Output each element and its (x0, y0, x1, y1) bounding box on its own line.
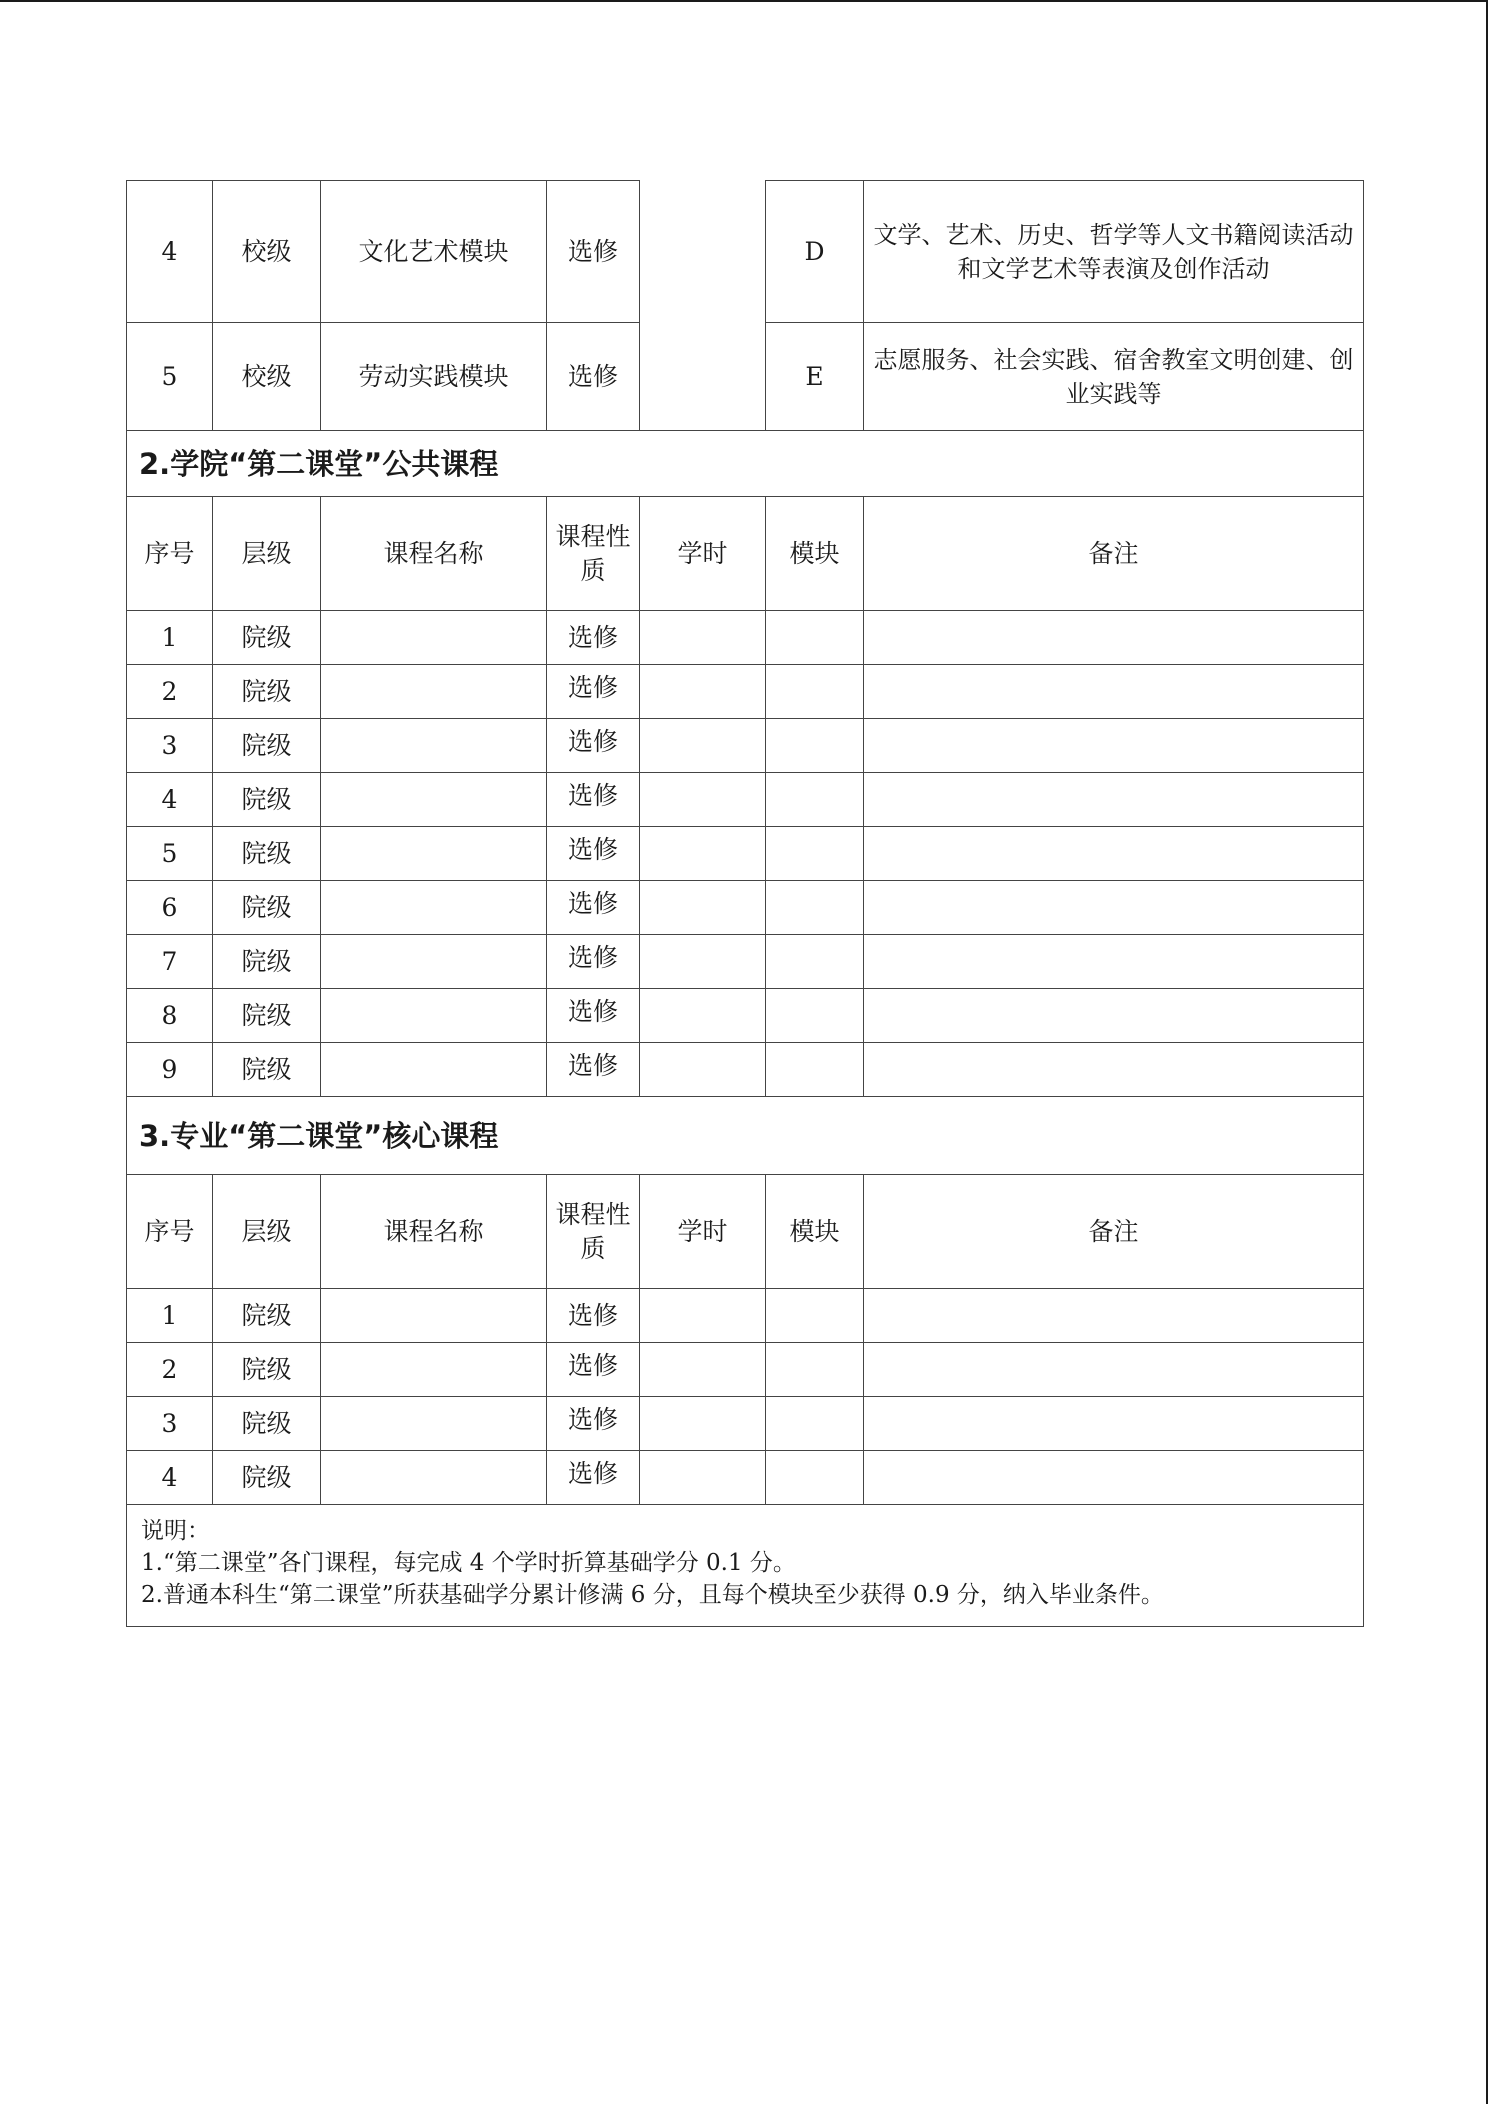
nature-cell: 选修 (547, 773, 640, 827)
nature-cell: 选修 (547, 881, 640, 935)
table-row (127, 719, 1364, 773)
nature-cell: 选修 (547, 323, 640, 431)
hours-cell (640, 773, 766, 827)
table-row (127, 611, 1364, 665)
table-row (127, 665, 1364, 719)
module-cell (766, 1343, 864, 1397)
module-cell (766, 935, 864, 989)
table-row (127, 881, 1364, 935)
header-row (127, 1175, 1364, 1289)
header-nature: 课程性质 (547, 497, 640, 611)
note-cell (864, 665, 1364, 719)
explanation-line: 1.“第二课堂”各门课程，每完成 4 个学时折算基础学分 0.1 分。 (141, 1550, 796, 1576)
module-cell: E (766, 323, 864, 431)
header-level: 层级 (213, 497, 321, 611)
section3-title: 3.专业“第二课堂”核心课程 (127, 1097, 1364, 1175)
note-cell (864, 935, 1364, 989)
hours-cell (640, 181, 766, 323)
module-cell (766, 989, 864, 1043)
hours-cell (640, 1289, 766, 1343)
header-module: 模块 (766, 1175, 864, 1289)
note-cell (864, 1043, 1364, 1097)
table-row (127, 1289, 1364, 1343)
table-row (127, 181, 1364, 323)
seq-cell: 5 (127, 827, 213, 881)
note-cell (864, 827, 1364, 881)
explanation-line: 2.普通本科生“第二课堂”所获基础学分累计修满 6 分，且每个模块至少获得 0.9 分，纳入毕业条件。 (141, 1582, 1164, 1608)
header-seq: 序号 (127, 497, 213, 611)
module-cell (766, 1451, 864, 1505)
hours-cell (640, 323, 766, 431)
hours-cell (640, 1343, 766, 1397)
module-cell (766, 773, 864, 827)
course-name-cell (321, 719, 547, 773)
note-cell (864, 773, 1364, 827)
header-name: 课程名称 (321, 497, 547, 611)
level-cell: 校级 (213, 323, 321, 431)
hours-cell (640, 611, 766, 665)
hours-cell (640, 989, 766, 1043)
seq-cell: 4 (127, 773, 213, 827)
seq-cell: 8 (127, 989, 213, 1043)
header-hours: 学时 (640, 497, 766, 611)
header-level: 层级 (213, 1175, 321, 1289)
level-cell: 院级 (213, 773, 321, 827)
hours-cell (640, 935, 766, 989)
course-name-cell (321, 1451, 547, 1505)
course-table (126, 180, 1364, 1627)
course-name-cell (321, 881, 547, 935)
level-cell: 校级 (213, 181, 321, 323)
hours-cell (640, 1043, 766, 1097)
table-row (127, 827, 1364, 881)
table-row (127, 1043, 1364, 1097)
seq-cell: 6 (127, 881, 213, 935)
header-hours: 学时 (640, 1175, 766, 1289)
section-title-row (127, 431, 1364, 497)
header-note: 备注 (864, 497, 1364, 611)
note-cell (864, 1289, 1364, 1343)
seq-cell: 1 (127, 611, 213, 665)
seq-cell: 3 (127, 1397, 213, 1451)
module-cell: D (766, 181, 864, 323)
header-row (127, 497, 1364, 611)
nature-cell: 选修 (547, 719, 640, 773)
seq-cell: 3 (127, 719, 213, 773)
level-cell: 院级 (213, 935, 321, 989)
table-row (127, 1343, 1364, 1397)
level-cell: 院级 (213, 827, 321, 881)
nature-cell: 选修 (547, 827, 640, 881)
course-name-cell (321, 1043, 547, 1097)
seq-cell: 2 (127, 665, 213, 719)
nature-cell: 选修 (547, 665, 640, 719)
level-cell: 院级 (213, 719, 321, 773)
hours-cell (640, 827, 766, 881)
table-row (127, 773, 1364, 827)
note-cell (864, 719, 1364, 773)
table-row (127, 989, 1364, 1043)
table-body (127, 181, 1364, 1627)
note-cell: 志愿服务、社会实践、宿舍教室文明创建、创业实践等 (864, 323, 1364, 431)
note-cell (864, 881, 1364, 935)
header-note: 备注 (864, 1175, 1364, 1289)
level-cell: 院级 (213, 881, 321, 935)
level-cell: 院级 (213, 611, 321, 665)
level-cell: 院级 (213, 989, 321, 1043)
course-name-cell (321, 989, 547, 1043)
note-cell (864, 989, 1364, 1043)
explanation-cell (127, 1505, 1364, 1627)
course-name-cell (321, 935, 547, 989)
header-name: 课程名称 (321, 1175, 547, 1289)
module-cell (766, 611, 864, 665)
course-name-cell (321, 611, 547, 665)
header-nature: 课程性质 (547, 1175, 640, 1289)
level-cell: 院级 (213, 1043, 321, 1097)
explanation-heading: 说明： (141, 1518, 210, 1544)
seq-cell: 9 (127, 1043, 213, 1097)
hours-cell (640, 881, 766, 935)
section2-title: 2.学院“第二课堂”公共课程 (127, 431, 1364, 497)
nature-cell: 选修 (547, 181, 640, 323)
explanation-row (127, 1505, 1364, 1627)
hours-cell (640, 1397, 766, 1451)
note-cell (864, 611, 1364, 665)
seq-cell: 7 (127, 935, 213, 989)
nature-cell: 选修 (547, 1343, 640, 1397)
nature-cell: 选修 (547, 1043, 640, 1097)
nature-cell: 选修 (547, 1451, 640, 1505)
page-top-edge (0, 0, 1488, 2)
seq-cell: 2 (127, 1343, 213, 1397)
hours-cell (640, 1451, 766, 1505)
note-cell (864, 1397, 1364, 1451)
level-cell: 院级 (213, 1343, 321, 1397)
level-cell: 院级 (213, 1289, 321, 1343)
hours-cell (640, 665, 766, 719)
note-cell (864, 1451, 1364, 1505)
header-seq: 序号 (127, 1175, 213, 1289)
nature-cell: 选修 (547, 989, 640, 1043)
level-cell: 院级 (213, 665, 321, 719)
course-name-cell (321, 827, 547, 881)
module-cell (766, 1043, 864, 1097)
course-name-cell (321, 1289, 547, 1343)
course-name-cell (321, 1397, 547, 1451)
seq-cell: 1 (127, 1289, 213, 1343)
note-cell (864, 1343, 1364, 1397)
note-cell: 文学、艺术、历史、哲学等人文书籍阅读活动和文学艺术等表演及创作活动 (864, 181, 1364, 323)
module-cell (766, 1289, 864, 1343)
nature-cell: 选修 (547, 611, 640, 665)
course-name-cell (321, 773, 547, 827)
nature-cell: 选修 (547, 1397, 640, 1451)
module-cell (766, 827, 864, 881)
table-row (127, 323, 1364, 431)
module-cell (766, 719, 864, 773)
course-name-cell: 文化艺术模块 (321, 181, 547, 323)
section-title-row (127, 1097, 1364, 1175)
hours-cell (640, 719, 766, 773)
level-cell: 院级 (213, 1451, 321, 1505)
seq-cell: 4 (127, 1451, 213, 1505)
nature-cell: 选修 (547, 1289, 640, 1343)
table-row (127, 935, 1364, 989)
course-name-cell: 劳动实践模块 (321, 323, 547, 431)
level-cell: 院级 (213, 1397, 321, 1451)
module-cell (766, 1397, 864, 1451)
table-row (127, 1451, 1364, 1505)
module-cell (766, 665, 864, 719)
module-cell (766, 881, 864, 935)
seq-cell: 5 (127, 323, 213, 431)
table-row (127, 1397, 1364, 1451)
nature-cell: 选修 (547, 935, 640, 989)
header-module: 模块 (766, 497, 864, 611)
course-name-cell (321, 665, 547, 719)
seq-cell: 4 (127, 181, 213, 323)
course-name-cell (321, 1343, 547, 1397)
